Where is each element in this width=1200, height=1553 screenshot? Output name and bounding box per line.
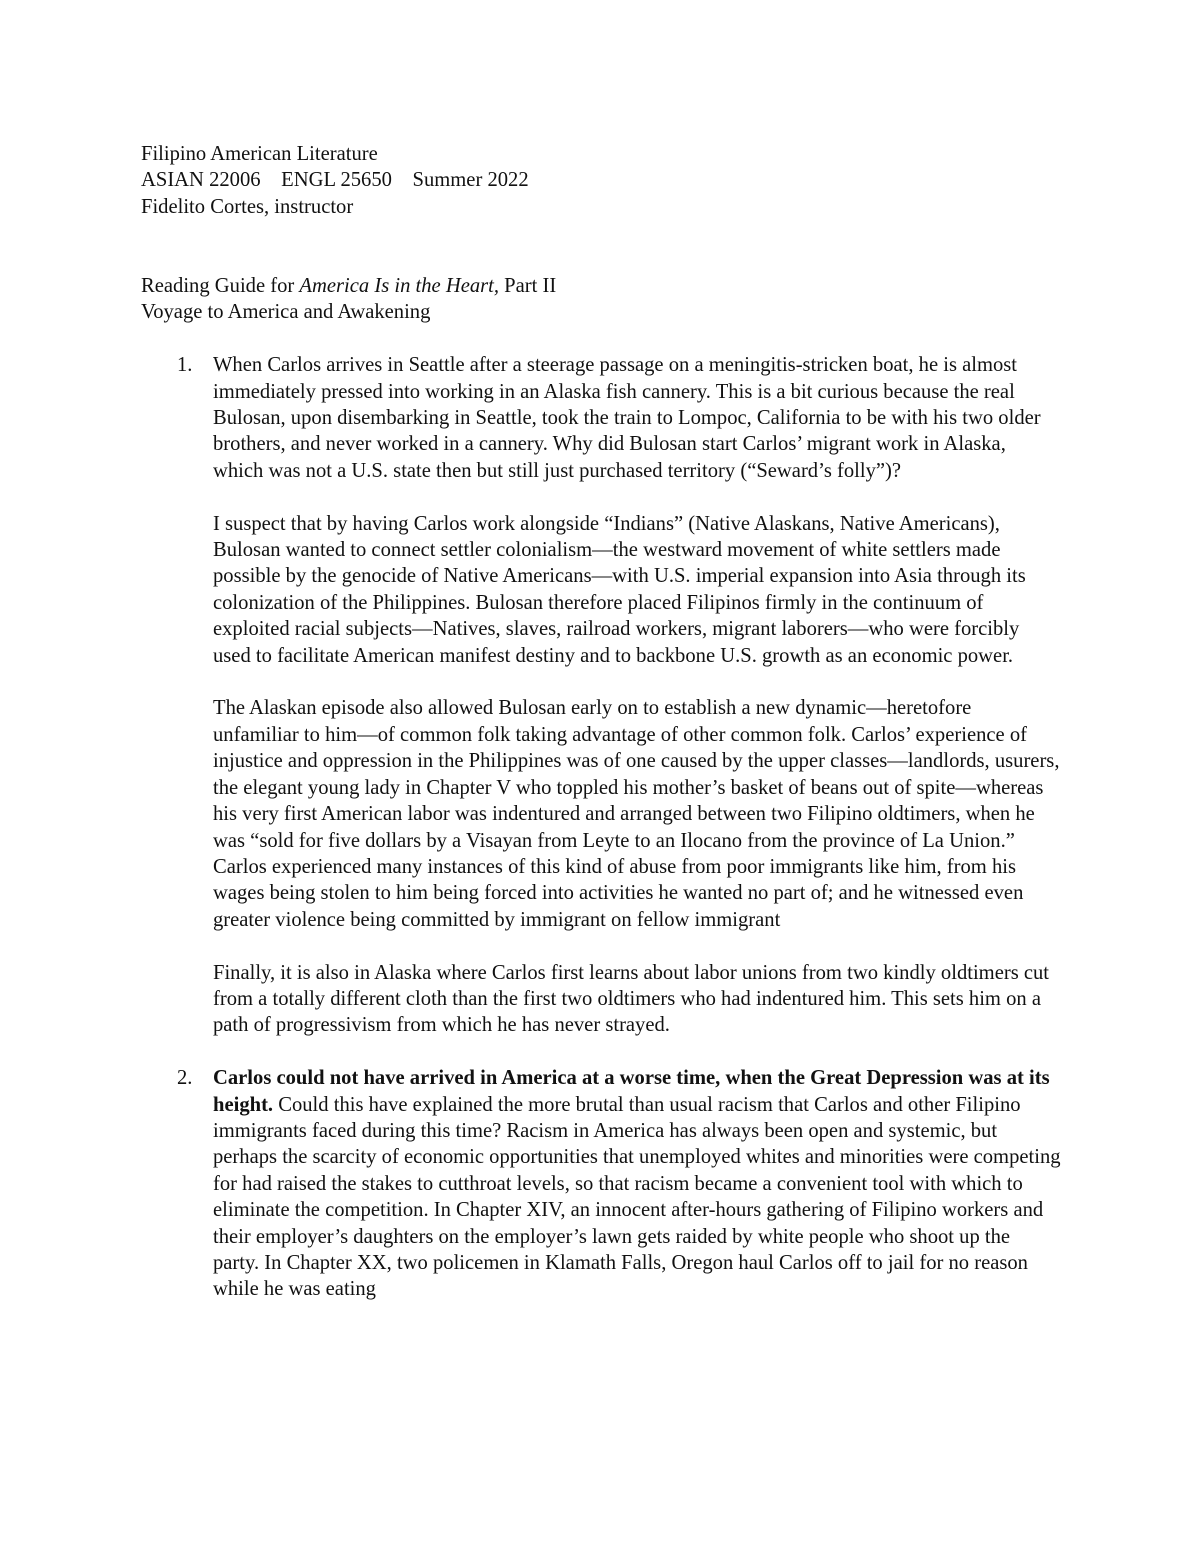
question-number: 1. bbox=[177, 354, 193, 377]
question-number: 2. bbox=[177, 1067, 193, 1090]
question-item-2 bbox=[141, 1065, 1061, 1303]
question-item-1 bbox=[141, 352, 1061, 1039]
question-text: When Carlos arrives in Seattle after a steerage passage on a meningitis-stricken boat, he is almost immediately pressed into working in an Alaska fish cannery. This is a bit curious because the real Bulosan, upon disembarking in Seattle, took the train to Lompoc, California to be with his two older brothers, and never worked in a cannery. Why did Bulosan start Carlos’ migrant work in Alaska, which was not a U.S. state then but still just purchased territory (“Seward’s folly”)? bbox=[213, 354, 1041, 482]
guide-title-prefix: Reading Guide for bbox=[141, 275, 300, 298]
course-codes: ASIAN 22006 ENGL 25650 Summer 2022 bbox=[141, 169, 529, 192]
instructor-line: Fidelito Cortes, instructor bbox=[141, 195, 354, 218]
reading-guide-title bbox=[141, 273, 1061, 326]
question-lead-bold: Carlos could not have arrived in America at a worse time, when the Great Depression was at its height. bbox=[213, 1067, 1050, 1116]
question-list bbox=[141, 352, 1061, 1303]
document-body bbox=[141, 141, 1061, 1329]
answer-paragraph: I suspect that by having Carlos work alongside “Indians” (Native Alaskans, Native Americans), Bulosan wanted to connect settler colonialism—the westward movement of white settlers made possible by the genocide of Native Americans—with U.S. imperial expansion into Asia through its colonization of the Philippines. Bulosan therefore placed Filipinos firmly in the continuum of exploited racial subjects—Natives, slaves, railroad workers, migrant laborers—who were forcibly used to facilitate American manifest destiny and to backbone U.S. growth as an economic power. bbox=[213, 512, 1026, 667]
answer-paragraph: The Alaskan episode also allowed Bulosan early on to establish a new dynamic—heretofore unfamiliar to him—of common folk taking advantage of other common folk. Carlos’ experience of injustice and oppression in the Philippines was of one caused by the upper classes—landlords, usurers, the elegant young lady in Chapter V who toppled his mother’s basket of beans out of spite—whereas his very first American labor was indentured and arranged between two Filipino oldtimers, when he was “sold for five dollars by a Visayan from Leyte to an Ilocano from the province of La Union.” Carlos experienced many instances of this kind of abuse from poor immigrants like him, from his wages being stolen to him being forced into activities he wanted no part of; and he witnessed even greater violence being committed by immigrant on fellow immigrant bbox=[213, 697, 1060, 931]
course-header bbox=[141, 141, 1061, 220]
guide-title-line bbox=[141, 273, 1061, 299]
question-body: Could this have explained the more brutal than usual racism that Carlos and other Filipino immigrants faced during this time? Racism in America has always been open and systemic, but perhaps the scarcity of economic opportunities that unemployed whites and minorities were competing for had raised the stakes to cutthroat levels, so that racism became a convenient tool with which to eliminate the competition. In Chapter XIV, an innocent after-hours gathering of Filipino workers and their employer’s daughters on the employer’s lawn gets raided by white people who shoot up the party. In Chapter XX, two policemen in Klamath Falls, Oregon haul Carlos off to jail for no reason while he was eating bbox=[213, 1093, 1061, 1301]
answer-paragraph: Finally, it is also in Alaska where Carlos first learns about labor unions from two kindly oldtimers cut from a totally different cloth than the first two oldtimers who had indentured him. This sets him on a path of progressivism from which he has never strayed. bbox=[213, 961, 1050, 1037]
question-text bbox=[213, 1065, 1061, 1303]
guide-title-suffix: Part II bbox=[499, 275, 557, 298]
book-title: America Is in the Heart, bbox=[299, 275, 500, 298]
guide-subtitle: Voyage to America and Awakening bbox=[141, 301, 431, 324]
course-title: Filipino American Literature bbox=[141, 143, 378, 165]
